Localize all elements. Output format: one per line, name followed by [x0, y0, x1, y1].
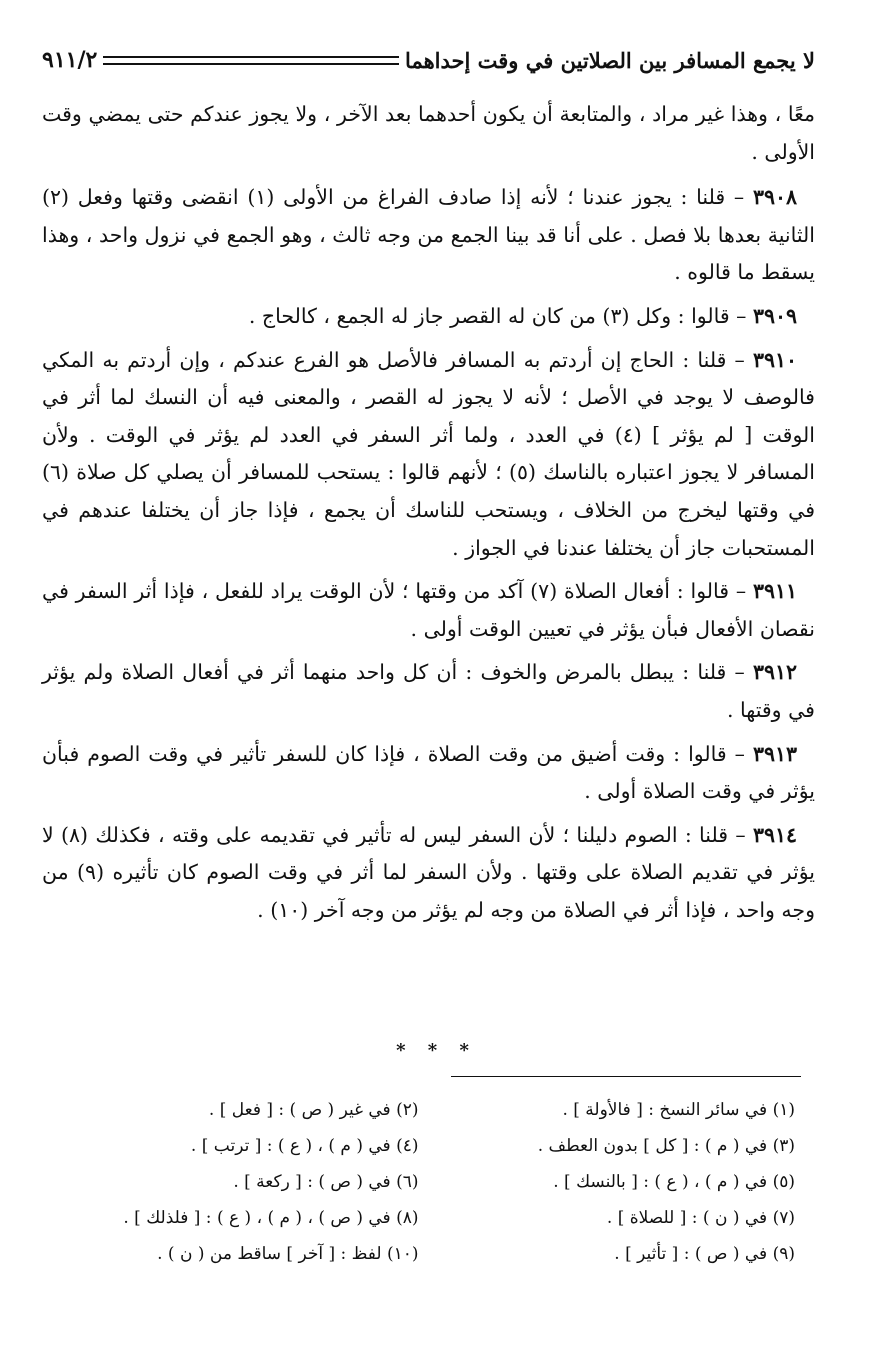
paragraph-number: ٣٩١٠: [752, 347, 797, 372]
footnote: (١) في سائر النسخ : [ فالأولة ] .: [562, 1100, 795, 1120]
paragraph-text: – قلنا : يبطل بالمرض والخوف : أن كل واحد منهما أثر في أفعال الصلاة ولم يؤثر في وقتها .: [42, 660, 815, 722]
header-double-rule: [103, 56, 399, 65]
paragraph: [42, 96, 815, 171]
footnote: (٤) في ( م ) ، ( ع ) : [ ترتب ] .: [190, 1136, 419, 1156]
paragraph-number: ٣٩١٣: [752, 741, 797, 766]
footnote: (٣) في ( م ) : [ كل ] بدون العطف .: [537, 1136, 795, 1156]
footnote: (٦) في ( ص ) : [ ركعة ] .: [233, 1172, 419, 1192]
footnotes: [42, 1092, 795, 1272]
footnote: (٧) في ( ن ) : [ للصلاة ] .: [606, 1208, 795, 1228]
footnote: (٩) في ( ص ) : [ تأثير ] .: [614, 1244, 795, 1264]
paragraph: [42, 342, 815, 568]
paragraph: [42, 298, 815, 336]
main-text: [42, 96, 815, 935]
paragraph-number: ٣٩١٢: [752, 660, 797, 685]
paragraph-text: – قالوا : وكل (٣) من كان له القصر جاز له الجمع ، كالحاج .: [248, 303, 753, 328]
footnote: (٨) في ( ص ) ، ( م ) ، ( ع ) : [ فلذلك ] .: [123, 1208, 419, 1228]
paragraph-number: ٣٩١١: [752, 579, 797, 604]
paragraph: [42, 654, 815, 729]
paragraph-number: ٣٩١٤: [752, 822, 797, 847]
paragraph-text: معًا ، وهذا غير مراد ، والمتابعة أن يكون أحدهما بعد الآخر ، ولا يجوز عندكم حتى يمضي وقت الأولى .: [42, 102, 815, 164]
paragraph-text: – قلنا : الصوم دليلنا ؛ لأن السفر ليس له تأثير في تقديمه على وقته ، فكذلك (٨) لا يؤثر في تقديم الصلاة على وقتها . ولأن السفر لما أثر في وقت الصوم كان تأثيره (٩) من وجه واحد ، فإذا أثر في الصلاة من وجه لم يؤثر من وجه آخر (١٠) .: [42, 822, 815, 922]
page-number: ٩١١/٢: [42, 47, 98, 73]
paragraph: [42, 573, 815, 648]
paragraph-text: – قلنا : يجوز عندنا ؛ لأنه إذا صادف الفراغ من الأولى (١) انقضى وقتها وفعل (٢) الثانية بعدها بلا فصل . على أنا قد بينا الجمع من وجه ثالث ، وهو الجمع في نزول واحد ، وهذا يسقط ما قالوه .: [42, 185, 815, 285]
paragraph: [42, 179, 815, 292]
footnote-rule: [451, 1076, 801, 1077]
footnote: (١٠) لفظ : [ آخر ] ساقط من ( ن ) .: [157, 1244, 419, 1264]
paragraph-number: ٣٩٠٩: [752, 303, 797, 328]
footnote: (٢) في غير ( ص ) : [ فعل ] .: [208, 1100, 419, 1120]
paragraph: [42, 736, 815, 811]
running-header: [42, 42, 815, 78]
paragraph-number: ٣٩٠٨: [752, 185, 797, 210]
running-header-title: لا يجمع المسافر بين الصلاتين في وقت إحداهما: [405, 47, 815, 73]
paragraph: [42, 817, 815, 930]
paragraph-text: – قالوا : وقت أضيق من وقت الصلاة ، فإذا كان للسفر تأثير في وقت الصوم فبأن يؤثر في وقت الصلاة أولى .: [42, 741, 815, 804]
paragraph-text: – قالوا : أفعال الصلاة (٧) آكد من وقتها ؛ لأن الوقت يراد للفعل ، فإذا أثر السفر في نقصان الأفعال فبأن يؤثر في تعيين الوقت أولى .: [42, 579, 815, 641]
section-separator: * * *: [396, 1040, 477, 1061]
footnote: (٥) في ( م ) ، ( ع ) : [ بالنسك ] .: [553, 1172, 795, 1192]
paragraph-text: – قلنا : الحاج إن أردتم به المسافر فالأصل هو الفرع عندكم ، وإن أردتم به المكي فالوصف لا يوجد في الأصل ؛ لأنه لا يجوز له القصر ، والمعنى فيه أن النسك لما أثر في الوقت [ لم يؤثر ] (٤) في العدد ، ولما أثر السفر في العدد لم يؤثر في الوقت . ولأن المسافر لا يجوز اعتباره بالناسك (٥) ؛ لأنهم قالوا : يستحب للمسافر أن يصلي كل صلاة (٦) في وقتها ليخرج من الخلاف ، ويستحب للناسك أن يجمع ، فإذا جاز أن يختلفا عندهم في المستحبات جاز أن يختلفا عندنا في الجواز .: [42, 347, 815, 560]
